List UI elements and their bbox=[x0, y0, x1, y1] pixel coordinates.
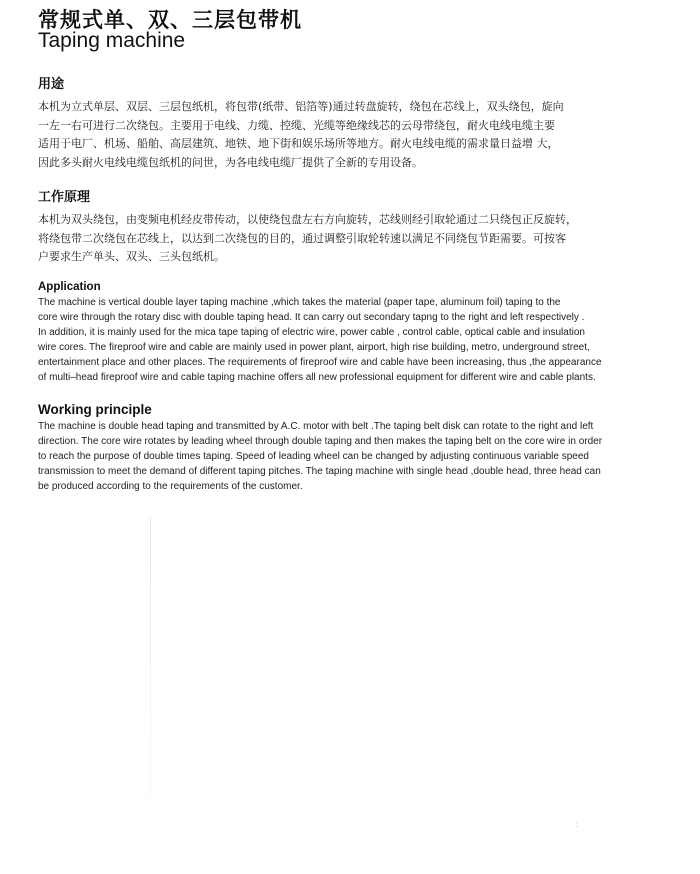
working-line: direction. The core wire rotates by leading wheel through double taping and then makes the taping belt on the core wire in order bbox=[38, 436, 603, 447]
working-section bbox=[38, 402, 670, 494]
application-section bbox=[38, 280, 670, 385]
usage-line: 因此多头耐火电线电缆包纸机的问世，为各电线电缆厂提供了全新的专用设备。 bbox=[38, 155, 423, 169]
principle-line: 本机为双头绕包，由变频电机经皮带传动，以使绕包盘左右方向旋转，芯线则经引取轮通过二只绕包正反旋转， bbox=[38, 213, 577, 226]
application-line: of multi–head fireproof wire and cable taping machine offers all new professional equipment for different wire and cable plants. bbox=[38, 372, 596, 383]
application-paragraph bbox=[38, 295, 670, 385]
title-english: Taping machine bbox=[38, 29, 186, 52]
usage-section bbox=[38, 76, 670, 172]
application-line: core wire through the rotary disc with double taping head. It can carry out secondary tapng to the right and left respectively . bbox=[38, 312, 585, 323]
usage-heading: 用途 bbox=[38, 77, 65, 92]
application-line: The machine is vertical double layer taping machine ,which takes the material (paper tape, aluminum foil) taping to the bbox=[38, 297, 561, 308]
usage-line: 适用于电厂、机场、船舶、高层建筑、地铁、地下街和娱乐场所等地方。耐火电线电缆的需求量日益增 大， bbox=[38, 137, 559, 151]
usage-line: 本机为立式单层、双层、三层包纸机，将包带(纸带、铝箔等)通过转盘旋转，绕包在芯线上，双头绕包，旋向 bbox=[38, 100, 564, 113]
principle-line: 户要求生产单头、双头、三头包纸机。 bbox=[38, 250, 225, 264]
title-chinese: 常规式单、双、三层包带机 bbox=[38, 8, 302, 32]
usage-paragraph bbox=[38, 98, 670, 172]
faint-scan-line bbox=[150, 518, 151, 848]
faint-scan-mark: ·: bbox=[572, 820, 578, 830]
working-line: to reach the purpose of double times taping. Speed of leading wheel can be changed by adjusting continuous variable speed bbox=[38, 451, 589, 462]
principle-paragraph bbox=[38, 211, 670, 267]
application-line: In addition, it is mainly used for the mica tape taping of electric wire, power cable , control cable, optical cable and insulation bbox=[38, 327, 585, 338]
working-heading: Working principle bbox=[38, 402, 152, 417]
application-heading: Application bbox=[38, 281, 101, 293]
working-paragraph bbox=[38, 419, 670, 494]
principle-section bbox=[38, 189, 670, 267]
working-line: transmission to meet the demand of different taping pitches. The taping machine with single head ,double head, three head can bbox=[38, 466, 601, 477]
application-line: wire cores. The fireproof wire and cable are mainly used in power plant, airport, high rise building, metro, underground street, bbox=[38, 342, 590, 353]
working-line: be produced according to the requirements of the customer. bbox=[38, 481, 303, 492]
working-line: The machine is double head taping and transmitted by A.C. motor with belt .The taping belt disk can rotate to the right and left bbox=[38, 421, 594, 432]
principle-line: 将绕包带二次绕包在芯线上，以达到二次绕包的目的，通过调整引取轮转速以满足不同绕包节距需要。可按客 bbox=[38, 231, 566, 245]
principle-heading: 工作原理 bbox=[38, 190, 91, 205]
usage-line: 一左一右可进行二次绕包。主要用于电线、力缆、控缆、光缆等绝缘线芯的云母带绕包，耐火电线电缆主要 bbox=[38, 118, 555, 132]
application-line: entertainment place and other places. The requirements of fireproof wire and cable have been increasing, thus ,the appearance bbox=[38, 357, 602, 368]
